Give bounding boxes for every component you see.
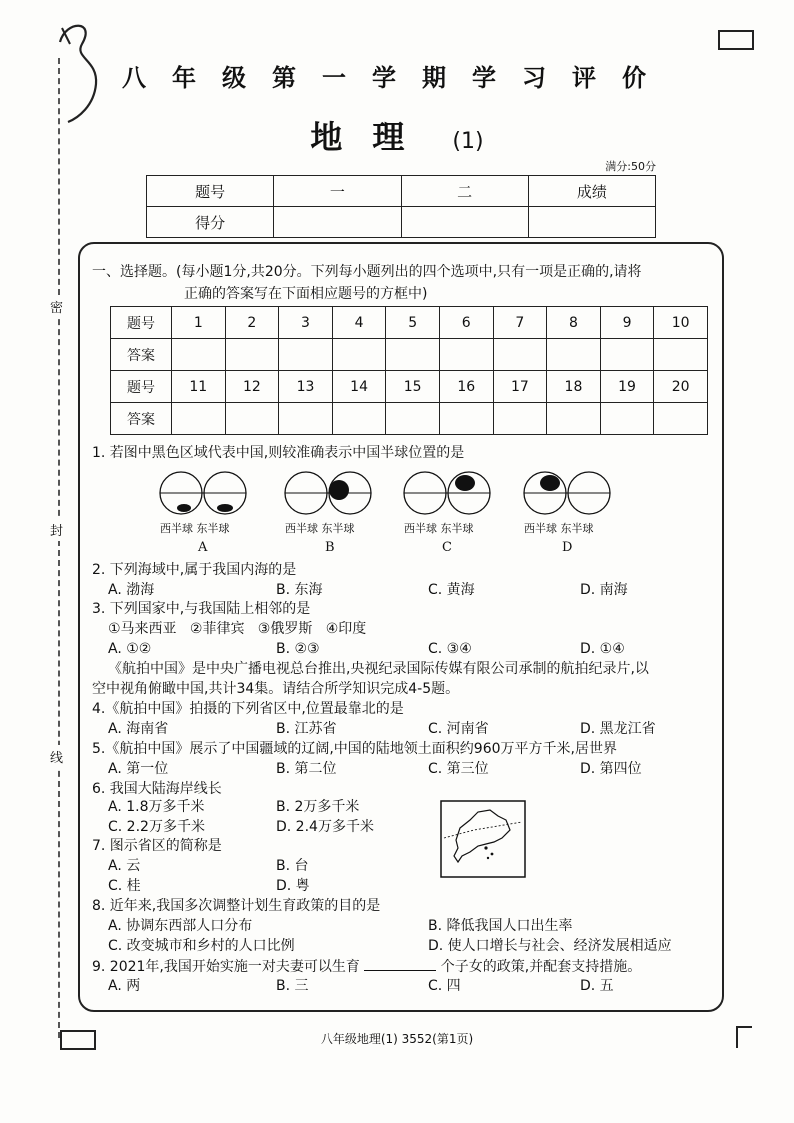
q1-label-c: C bbox=[442, 540, 452, 555]
score-header-part1: 一 bbox=[274, 176, 401, 207]
q6-option-a[interactable]: A. 1.8万多千米 bbox=[108, 799, 205, 815]
answer-cell[interactable] bbox=[654, 403, 708, 435]
margin-mark-feng: 封 bbox=[50, 518, 63, 541]
answer-grid-row-num-2 bbox=[111, 371, 708, 403]
q1-label-b: B bbox=[325, 540, 335, 555]
q1-figure-b bbox=[283, 470, 379, 556]
answer-grid-row-ans-1 bbox=[111, 339, 708, 371]
question-number: 12 bbox=[225, 371, 279, 403]
question-number: 11 bbox=[172, 371, 226, 403]
binding-line bbox=[58, 58, 60, 1038]
q1-stem: 1. 若图中黑色区域代表中国,则较准确表示中国半球位置的是 bbox=[92, 445, 465, 461]
province-map-figure bbox=[440, 800, 526, 878]
q1-globes-b bbox=[283, 470, 379, 516]
full-score: 满分:50分 bbox=[605, 160, 656, 173]
q6-option-d[interactable]: D. 2.4万多千米 bbox=[276, 819, 374, 835]
question-number: 16 bbox=[439, 371, 493, 403]
q1-globes-a bbox=[158, 470, 254, 516]
passage-line1: 《航拍中国》是中央广播电视总台推出,央视纪录国际传媒有限公司承制的航拍纪录片,以 bbox=[108, 661, 649, 677]
q4-option-d[interactable]: D. 黑龙江省 bbox=[580, 721, 656, 737]
answer-cell[interactable] bbox=[547, 403, 601, 435]
q3-option-a[interactable]: A. ①② bbox=[108, 641, 152, 657]
q2-option-d[interactable]: D. 南海 bbox=[580, 582, 628, 598]
answer-grid-row-ans-2 bbox=[111, 403, 708, 435]
q2-option-b[interactable]: B. 东海 bbox=[276, 582, 323, 598]
q3-option-b[interactable]: B. ②③ bbox=[276, 641, 320, 657]
question-number: 4 bbox=[332, 307, 386, 339]
question-number: 14 bbox=[332, 371, 386, 403]
q7-option-a[interactable]: A. 云 bbox=[108, 858, 141, 874]
east-hemisphere-label: 东半球 bbox=[440, 522, 474, 535]
answer-cell[interactable] bbox=[654, 339, 708, 371]
question-number: 18 bbox=[547, 371, 601, 403]
q3-option-c[interactable]: C. ③④ bbox=[428, 641, 472, 657]
q4-stem: 4.《航拍中国》拍摄的下列省区中,位置最靠北的是 bbox=[92, 701, 404, 717]
answer-grid bbox=[110, 306, 708, 435]
question-number: 13 bbox=[279, 371, 333, 403]
east-hemisphere-label: 东半球 bbox=[196, 522, 230, 535]
answer-cell[interactable] bbox=[547, 339, 601, 371]
question-number: 8 bbox=[547, 307, 601, 339]
q1-figure-a bbox=[158, 470, 254, 556]
q9-option-d[interactable]: D. 五 bbox=[580, 978, 614, 994]
answer-cell[interactable] bbox=[279, 403, 333, 435]
answer-cell[interactable] bbox=[332, 339, 386, 371]
answer-cell[interactable] bbox=[493, 339, 547, 371]
q7-option-b[interactable]: B. 台 bbox=[276, 858, 309, 874]
q3-stem: 3. 下列国家中,与我国陆上相邻的是 bbox=[92, 601, 311, 617]
q9-option-a[interactable]: A. 两 bbox=[108, 978, 141, 994]
answer-cell[interactable] bbox=[332, 403, 386, 435]
answer-grid-label: 题号 bbox=[111, 307, 172, 339]
score-cell-part2[interactable] bbox=[401, 207, 528, 238]
west-hemisphere-label: 西半球 bbox=[404, 522, 437, 535]
question-number: 10 bbox=[654, 307, 708, 339]
passage-line2: 空中视角俯瞰中国,共计34集。请结合所学知识完成4-5题。 bbox=[92, 681, 460, 697]
answer-grid-label: 题号 bbox=[111, 371, 172, 403]
q9-stem-end: 个子女的政策,并配套支持措施。 bbox=[440, 959, 642, 975]
answer-cell[interactable] bbox=[600, 403, 654, 435]
q3-items: ①马来西亚 ②菲律宾 ③俄罗斯 ④印度 bbox=[108, 621, 367, 637]
answer-grid-row-num-1 bbox=[111, 307, 708, 339]
score-header-total: 成绩 bbox=[528, 176, 655, 207]
score-row-label: 得分 bbox=[147, 207, 274, 238]
question-number: 9 bbox=[600, 307, 654, 339]
answer-grid-label: 答案 bbox=[111, 339, 172, 371]
question-number: 6 bbox=[439, 307, 493, 339]
q1-globes-d bbox=[522, 470, 618, 516]
subject-volume: (1) bbox=[452, 129, 484, 154]
q5-option-a[interactable]: A. 第一位 bbox=[108, 761, 169, 777]
q7-stem: 7. 图示省区的简称是 bbox=[92, 838, 222, 854]
q8-option-c[interactable]: C. 改变城市和乡村的人口比例 bbox=[108, 938, 295, 954]
q8-option-d[interactable]: D. 使人口增长与社会、经济发展相适应 bbox=[428, 938, 672, 954]
score-header-label: 题号 bbox=[147, 176, 274, 207]
q1-globes-c bbox=[402, 470, 498, 516]
q9-option-b[interactable]: B. 三 bbox=[276, 978, 309, 994]
west-hemisphere-label: 西半球 bbox=[160, 522, 193, 535]
q8-option-a[interactable]: A. 协调东西部人口分布 bbox=[108, 918, 253, 934]
q5-option-c[interactable]: C. 第三位 bbox=[428, 761, 489, 777]
margin-mark-xian: 线 bbox=[50, 745, 63, 768]
q3-option-d[interactable]: D. ①④ bbox=[580, 641, 625, 657]
score-cell-part1[interactable] bbox=[274, 207, 401, 238]
answer-cell[interactable] bbox=[439, 403, 493, 435]
page-footer: 八年级地理(1) 3552(第1页) bbox=[320, 1032, 474, 1046]
question-number: 17 bbox=[493, 371, 547, 403]
q4-option-c[interactable]: C. 河南省 bbox=[428, 721, 489, 737]
margin-mark-mi: 密 bbox=[50, 295, 63, 318]
q1-label-a: A bbox=[198, 540, 208, 555]
exam-title: 八年级第一学期学习评价 bbox=[122, 64, 672, 92]
west-hemisphere-label: 西半球 bbox=[285, 522, 318, 535]
q5-option-d[interactable]: D. 第四位 bbox=[580, 761, 642, 777]
answer-cell[interactable] bbox=[225, 339, 279, 371]
q9-stem bbox=[92, 956, 641, 977]
question-number: 2 bbox=[225, 307, 279, 339]
q2-option-a[interactable]: A. 渤海 bbox=[108, 582, 155, 598]
question-number: 19 bbox=[600, 371, 654, 403]
section1-heading-cont: 正确的答案写在下面相应题号的方框中) bbox=[184, 286, 428, 302]
q1-figure-c bbox=[402, 470, 498, 556]
q2-stem: 2. 下列海域中,属于我国内海的是 bbox=[92, 562, 297, 578]
score-table bbox=[146, 175, 656, 238]
score-header-part2: 二 bbox=[401, 176, 528, 207]
q9-stem-start: 9. 2021年,我国开始实施一对夫妻可以生育 bbox=[92, 959, 360, 975]
question-number: 5 bbox=[386, 307, 440, 339]
answer-cell[interactable] bbox=[600, 339, 654, 371]
q4-option-b[interactable]: B. 江苏省 bbox=[276, 721, 337, 737]
q9-blank[interactable] bbox=[364, 956, 436, 971]
question-number: 3 bbox=[279, 307, 333, 339]
question-number: 20 bbox=[654, 371, 708, 403]
q6-option-c[interactable]: C. 2.2万多千米 bbox=[108, 819, 205, 835]
q5-option-b[interactable]: B. 第二位 bbox=[276, 761, 337, 777]
question-number: 7 bbox=[493, 307, 547, 339]
score-cell-total[interactable] bbox=[528, 207, 655, 238]
q6-option-b[interactable]: B. 2万多千米 bbox=[276, 799, 360, 815]
q7-option-d[interactable]: D. 粤 bbox=[276, 878, 310, 894]
east-hemisphere-label: 东半球 bbox=[321, 522, 355, 535]
question-number: 15 bbox=[386, 371, 440, 403]
answer-cell[interactable] bbox=[225, 403, 279, 435]
answer-cell[interactable] bbox=[172, 339, 226, 371]
answer-cell[interactable] bbox=[439, 339, 493, 371]
section1-heading: 一、选择题。(每小题1分,共20分。下列每小题列出的四个选项中,只有一项是正确的,请将 bbox=[92, 264, 642, 280]
answer-grid-label: 答案 bbox=[111, 403, 172, 435]
q1-label-d: D bbox=[562, 540, 573, 555]
q8-stem: 8. 近年来,我国多次调整计划生育政策的目的是 bbox=[92, 898, 381, 914]
subject-title bbox=[0, 112, 794, 158]
subject-name: 地理 bbox=[310, 118, 435, 156]
west-hemisphere-label: 西半球 bbox=[524, 522, 557, 535]
q5-stem: 5.《航拍中国》展示了中国疆域的辽阔,中国的陆地领土面积约960万平方千米,居世界 bbox=[92, 741, 617, 757]
answer-cell[interactable] bbox=[386, 403, 440, 435]
question-number: 1 bbox=[172, 307, 226, 339]
answer-cell[interactable] bbox=[386, 339, 440, 371]
q4-option-a[interactable]: A. 海南省 bbox=[108, 721, 169, 737]
east-hemisphere-label: 东半球 bbox=[560, 522, 594, 535]
q6-stem: 6. 我国大陆海岸线长 bbox=[92, 781, 222, 797]
corner-box-top-right bbox=[718, 30, 754, 50]
q8-option-b[interactable]: B. 降低我国人口出生率 bbox=[428, 918, 573, 934]
q9-option-c[interactable]: C. 四 bbox=[428, 978, 461, 994]
answer-cell[interactable] bbox=[279, 339, 333, 371]
q7-option-c[interactable]: C. 桂 bbox=[108, 878, 141, 894]
answer-cell[interactable] bbox=[493, 403, 547, 435]
answer-cell[interactable] bbox=[172, 403, 226, 435]
q2-option-c[interactable]: C. 黄海 bbox=[428, 582, 475, 598]
q1-figure-d bbox=[522, 470, 618, 556]
